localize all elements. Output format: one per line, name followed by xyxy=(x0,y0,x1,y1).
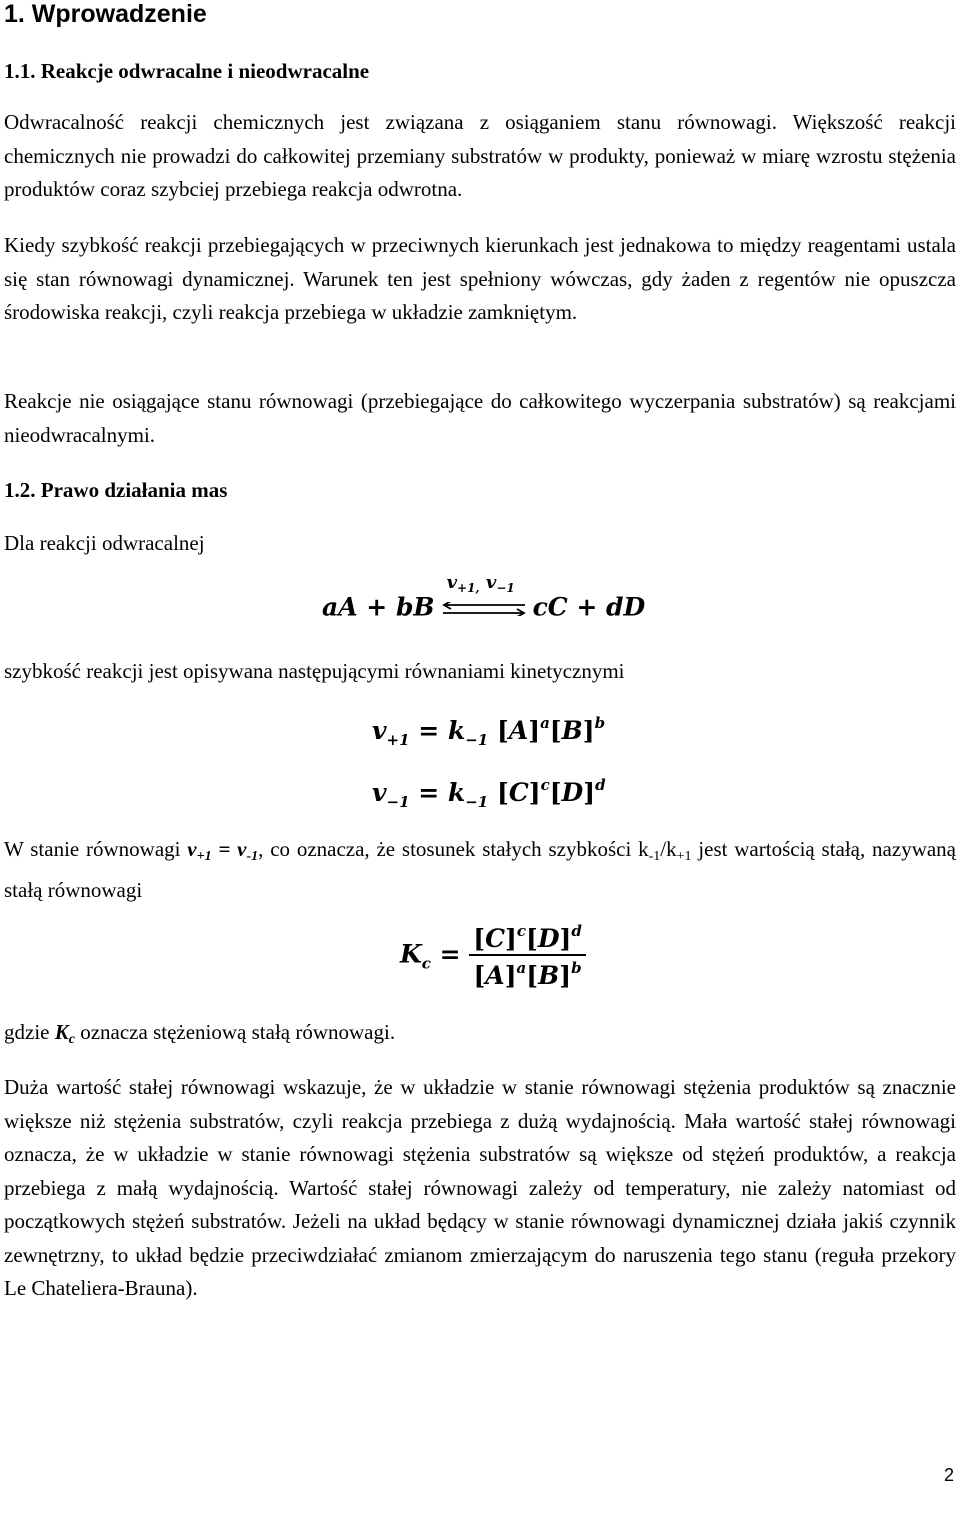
kc-numerator: $[C]^c[D]^d$ xyxy=(469,924,586,956)
reaction-equation xyxy=(322,572,646,624)
kc-note-suffix: oznacza stężeniową stałą równowagi. xyxy=(74,1020,396,1044)
equilibrium-text-2: , co oznacza, że stosunek stałych szybkości k xyxy=(258,837,649,861)
kc-fraction xyxy=(469,924,586,988)
paragraph-irreversible: Reakcje nie osiągające stanu równowagi (przebiegające do całkowitego wyczerpania substratów) są reakcjami nieodwracalnymi. xyxy=(4,389,956,447)
paragraph-kc-note xyxy=(4,1016,956,1057)
paragraph-dynamic-equilibrium: Kiedy szybkość reakcji przebiegających w przeciwnych kierunkach jest jednakowa to między reagentami ustala się stan równowagi dynamicznej. Warunek ten jest spełniony wówczas, gdy żaden z regentów nie opuszcza środowiska reakcji, czyli reakcja przebiega w układzie zamkniętym. xyxy=(4,233,956,324)
paragraph-equilibrium-constant-meaning: Duża wartość stałej równowagi wskazuje, że w układzie w stanie równowagi stężenia produktów są znacznie większe niż stężenia substratów, czyli reakcja przebiega z dużą wydajnością. Mała wartość stałej równowagi oznacza, że w układzie w stanie równowagi stężenia substratów są większe od stężeń produktów, a reakcja przebiega z małą wydajnością. Wartość stałej równowagi zależy od temperatury, nie zależy natomiast od początkowych stężeń substratów. Jeżeli na układ będący w stanie równowagi dynamicznej działa jakiś czynnik zewnętrzny, to układ będzie przeciwdziałać zmianom zmierzającym do naruszenia tego stanu (reguła przekory Le Chateliera-Brauna). xyxy=(4,1075,956,1300)
kc-symbol: $K_c$ xyxy=(54,1020,75,1047)
equilibrium-constant-formula: $K_c$ = $\frac{[C]^c[D]^d}{[A]^a[B]^b}$ xyxy=(400,924,586,988)
kc-denominator: $[A]^a[B]^b$ xyxy=(473,959,582,990)
paragraph-reaction-intro: Dla reakcji odwracalnej xyxy=(4,531,205,555)
equilibrium-text-1: W stanie równowagi xyxy=(4,837,188,861)
reversible-arrow xyxy=(441,572,527,624)
chapter-heading: 1. Wprowadzenie xyxy=(4,0,207,28)
kc-note-prefix: gdzie xyxy=(4,1020,55,1044)
section-heading-1-2: 1.2. Prawo działania mas xyxy=(4,478,228,502)
paragraph-equilibrium-condition: W stanie równowagi $v_{+1} = v_{-1}$, co oznacza, że stosunek stałych szybkości $k_{-1}/k_{+1}$ jest wartością stałą, nazywaną stałą równowagi xyxy=(4,837,956,902)
page-number: 2 xyxy=(943,1465,954,1485)
section-heading-1-1: 1.1. Reakcje odwracalne i nieodwracalne xyxy=(4,59,370,83)
double-arrow-icon xyxy=(441,602,527,616)
paragraph-kinetics-intro: szybkość reakcji jest opisywana następującymi równaniami kinetycznymi xyxy=(4,659,625,683)
reaction-right-side: cC + dD xyxy=(532,592,646,622)
equilibrium-text-3: jest wartością stałą, nazywaną stałą równowagi xyxy=(4,837,956,902)
kinetic-equation-forward: $v_{+1} = k_{-1}$ $[A]^a[B]^b$ xyxy=(372,714,606,749)
arrow-label-rates: $v_{+1,}$ $v_{-1}$ xyxy=(446,572,515,595)
kinetic-equation-reverse: $v_{-1} = k_{-1}$ $[C]^c[D]^d$ xyxy=(372,776,606,811)
paragraph-reversibility: Odwracalność reakcji chemicznych jest związana z osiąganiem stanu równowagi. Większość reakcji chemicznych nie prowadzi do całkowitej przemiany substratów w produkty, ponieważ w miarę wzrostu stężenia produktów coraz szybciej przebiega reakcja odwrotna. xyxy=(4,110,956,201)
reaction-left-side: aA + bB xyxy=(322,592,435,622)
equilibrium-rate-equality: $v_{+1} = v_{-1}$ xyxy=(187,837,259,864)
